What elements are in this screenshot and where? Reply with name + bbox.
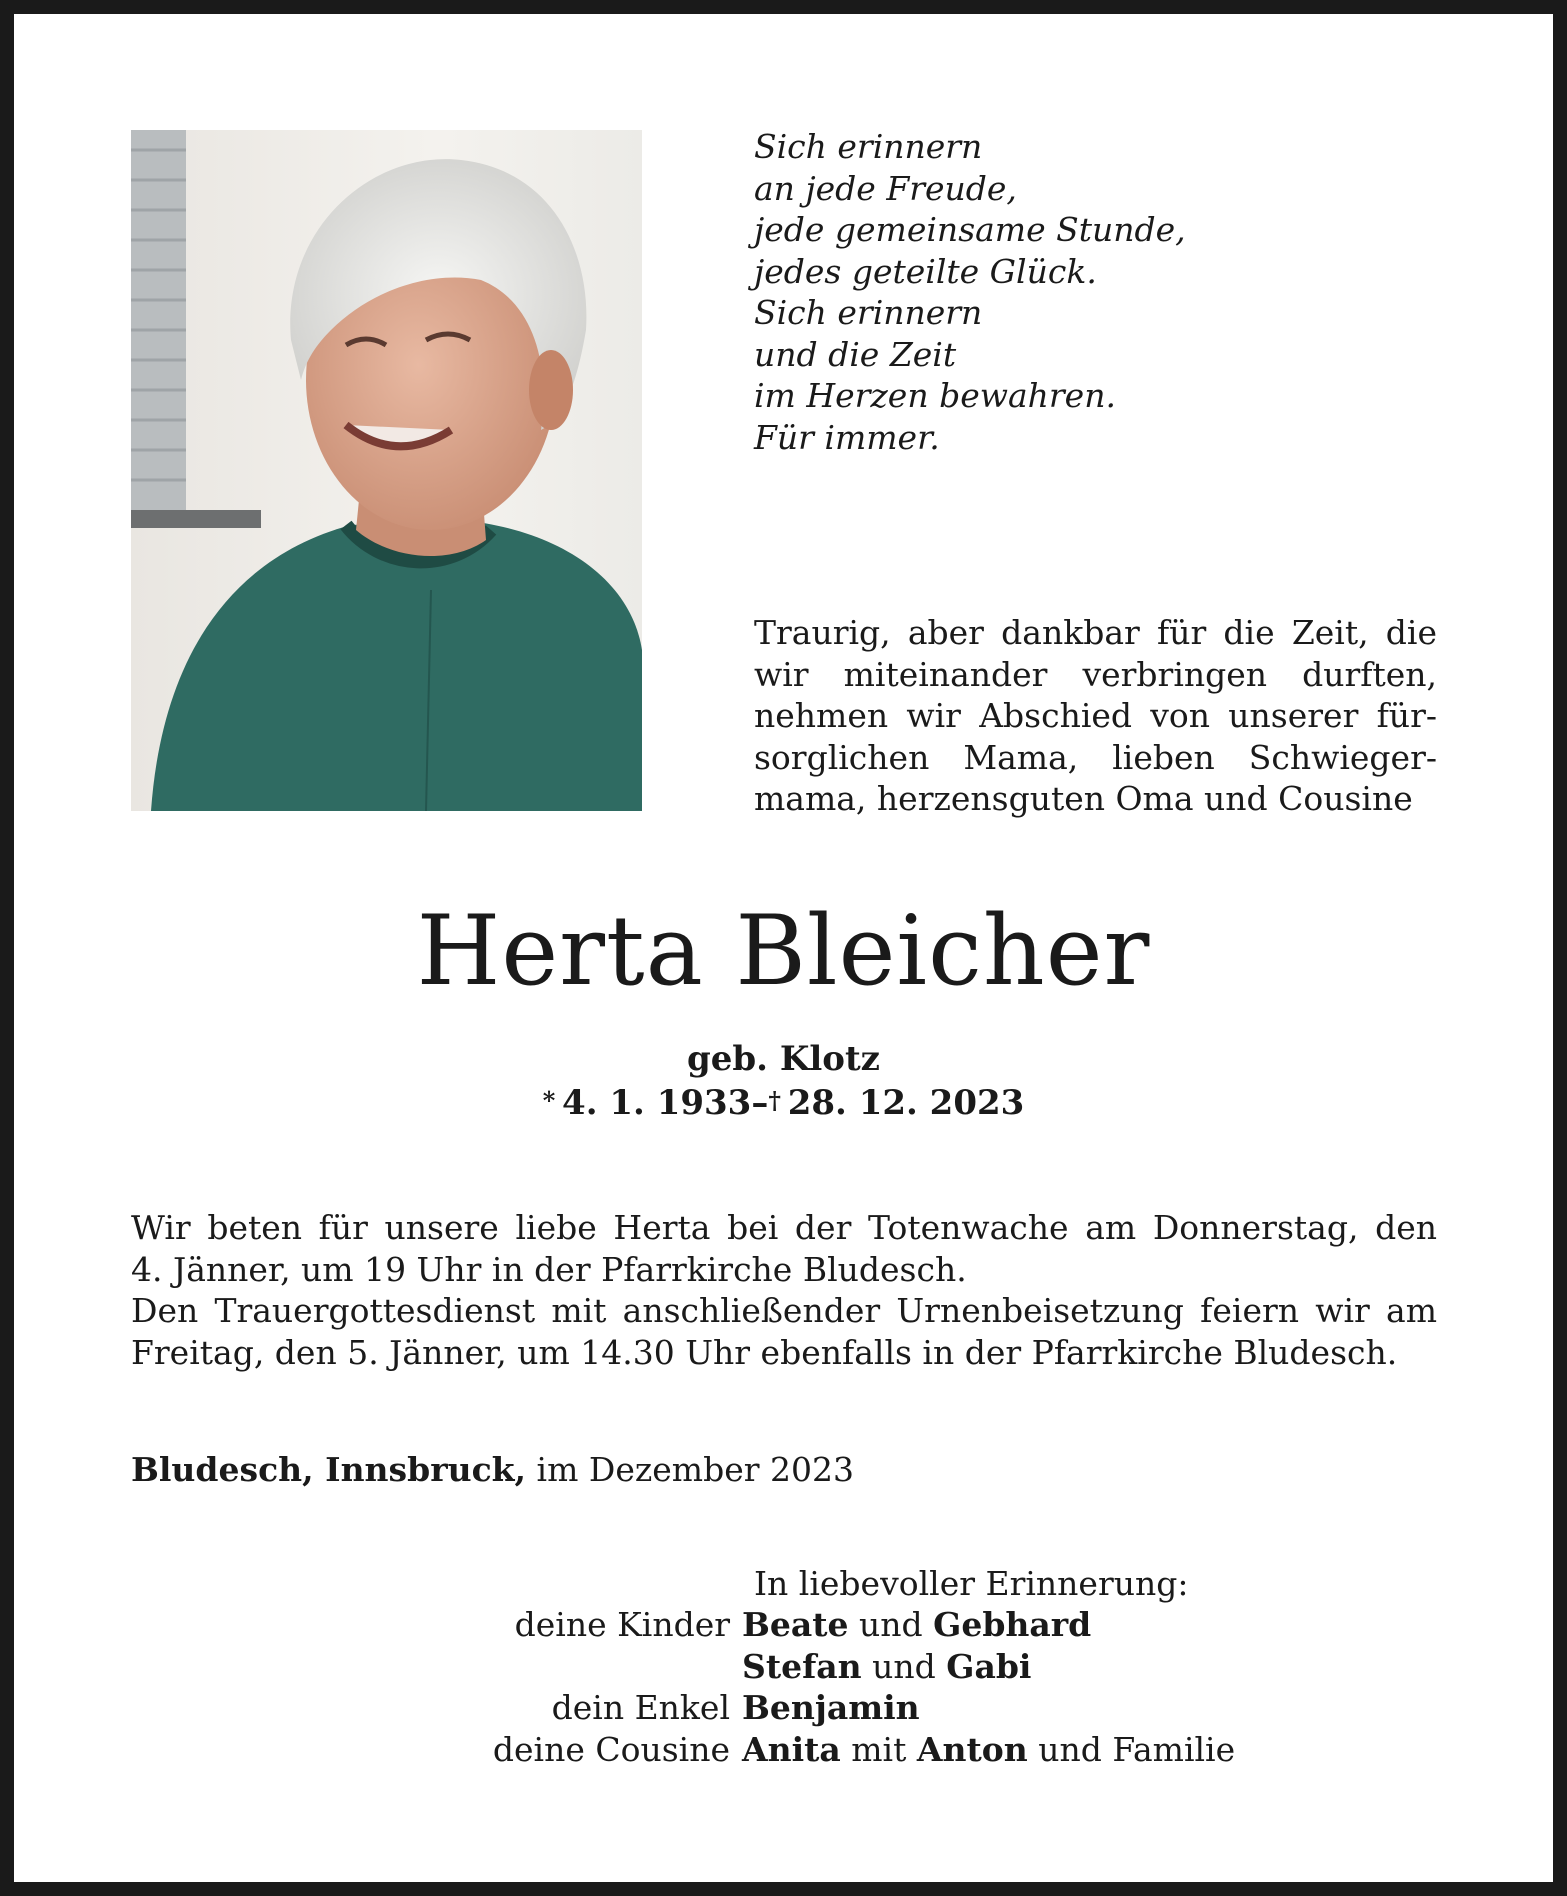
service-paragraph: [131, 1207, 1437, 1373]
intro-line: sorglichen Mama, lieben Schwieger-: [754, 737, 1437, 777]
place-date: im Dezember 2023: [536, 1450, 854, 1489]
life-dates: [0, 1082, 1567, 1124]
poem-line: Für immer.: [754, 417, 940, 457]
birth-symbol: *: [542, 1086, 556, 1115]
death-date: 28. 12. 2023: [787, 1083, 1025, 1123]
signature-row: [0, 1729, 1567, 1771]
place-and-date: [131, 1449, 854, 1491]
intro-line: mama, herzensguten Oma und Cousine: [754, 779, 1413, 818]
service-line: Freitag, den 5. Jänner, um 14.30 Uhr ebenfalls in der Pfarrkirche Bludesch.: [131, 1332, 1398, 1372]
signature-name: Anita: [742, 1729, 841, 1769]
birth-name: geb. Klotz: [686, 1039, 880, 1079]
signature-role: dein Enkel: [551, 1688, 730, 1727]
signature-connector: und: [848, 1605, 934, 1644]
intro-line: Traurig, aber dankbar für die Zeit, die: [754, 613, 1437, 652]
signature-connector: mit: [840, 1729, 917, 1769]
service-line: 4. Jänner, um 19 Uhr in der Pfarrkirche Bludesch.: [131, 1249, 967, 1289]
signature-names: [742, 1646, 1031, 1688]
signature-connector: und Familie: [1027, 1729, 1236, 1769]
service-line: Den Trauergottesdienst mit anschließender Urnenbeisetzung feiern wir am: [131, 1291, 1437, 1330]
portrait-photo: [131, 130, 642, 811]
poem-line: Sich erinnern: [754, 293, 983, 332]
signature-intro: In liebevoller Erinnerung:: [754, 1564, 1189, 1603]
signature-name: Gabi: [946, 1646, 1032, 1686]
poem-line: Sich erinnern: [754, 127, 983, 166]
signature-row: [0, 1604, 1567, 1646]
signature-name: Gebhard: [933, 1605, 1092, 1644]
signature-name: Beate: [742, 1605, 849, 1644]
service-line: Wir beten für unsere liebe Herta bei der Totenwache am Donnerstag, den: [131, 1208, 1437, 1247]
intro-line: nehmen wir Abschied von unserer für-: [754, 696, 1437, 735]
poem-line: jedes geteilte Glück.: [754, 251, 1097, 291]
signature-row: [0, 1646, 1567, 1688]
death-symbol: †: [768, 1086, 781, 1115]
signature-name: Anton: [916, 1729, 1028, 1769]
poem: [754, 126, 1186, 458]
signature-connector: und: [861, 1646, 947, 1686]
birth-date: 4. 1. 1933: [562, 1083, 752, 1123]
signature-name: Benjamin: [742, 1688, 920, 1727]
signature-name: Stefan: [742, 1646, 862, 1686]
deceased-name: Herta Bleicher: [416, 895, 1151, 1007]
signature-role: [0, 1646, 742, 1688]
poem-line: an jede Freude,: [754, 168, 1017, 208]
signature-names: [742, 1729, 1235, 1771]
signature-row: [0, 1687, 1567, 1729]
signature-role: deine Cousine: [492, 1729, 730, 1769]
intro-paragraph: [754, 612, 1437, 820]
date-separator: –: [751, 1083, 769, 1123]
intro-line: wir miteinander verbringen durften,: [754, 654, 1437, 694]
poem-line: und die Zeit: [754, 334, 957, 374]
signature-list: [0, 1604, 1567, 1770]
place-locations: Bludesch, Innsbruck,: [131, 1450, 527, 1489]
signature-names: [742, 1687, 920, 1729]
signature-role: deine Kinder: [514, 1605, 730, 1644]
poem-line: jede gemeinsame Stunde,: [754, 210, 1186, 249]
poem-line: im Herzen bewahren.: [754, 376, 1116, 415]
signature-names: [742, 1604, 1091, 1646]
